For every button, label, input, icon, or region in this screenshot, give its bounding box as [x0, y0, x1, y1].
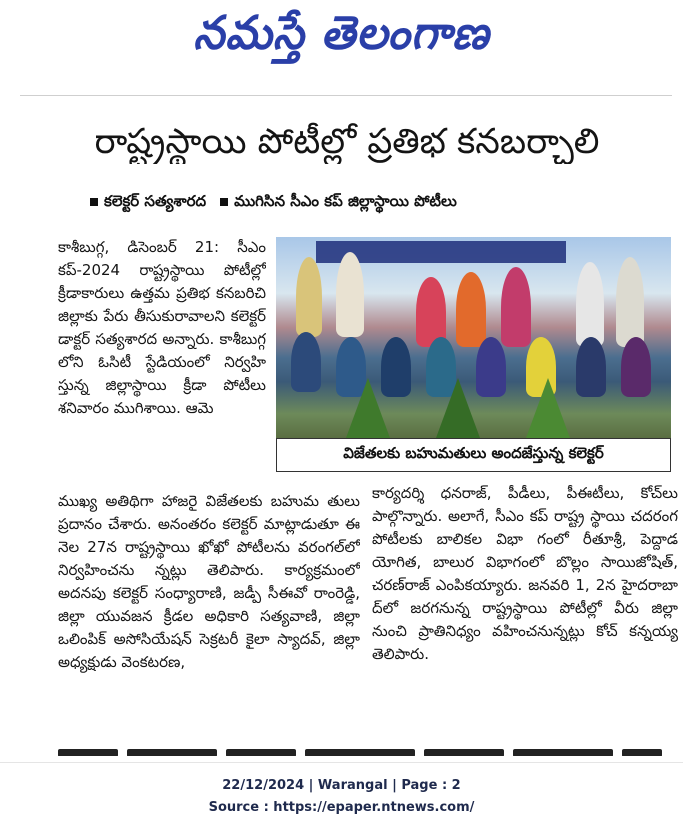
edition-info: 22/12/2024 | Warangal | Page : 2	[222, 778, 461, 793]
photo-figure	[576, 262, 604, 347]
photo-plant	[436, 378, 480, 438]
subhead-item	[90, 192, 206, 214]
photo-figure	[476, 337, 506, 397]
subhead-text: ముగిసిన సీఎం కప్ జిల్లాస్థాయి పోటీలు	[234, 192, 457, 210]
source-link[interactable]: Source : https://epaper.ntnews.com/	[208, 800, 475, 815]
newspaper-logo: నమస్తే తెలంగాణ	[193, 6, 490, 60]
article-paragraph: కార్యదర్శి ధనరాజ్, పీడీలు, పీఈటీలు, కోచ్‌లు పాల్గొన్నారు. అలాగే, సీఎం కప్ రాష్ట్ర స్థాయి చదరంగ పోటీలకు బాలికల విభా గంలో రీతూశ్రీ, పెద్దాడ యోగిత, బాలుర విభాగంలో బొల్లం సాయిజోషిత్, చరణ్‌రాజ్ ఎంపికయ్యారు. జనవరి 1, 2న హైదరాబా ద్‌లో జరగనున్న రాష్ట్రస్థాయి పోటీల్లో వీరు జిల్లా నుంచి ప్రాతినిధ్యం వహించనున్నట్లు కోచ్ కన్నయ్య తెలిపారు.	[372, 484, 678, 663]
article-column-1-continued	[58, 490, 360, 740]
masthead	[0, 8, 683, 70]
next-article-headline-cropped	[58, 742, 672, 756]
photo-caption: విజేతలకు బహుమతులు అందజేస్తున్న కలెక్టర్	[276, 438, 671, 472]
article-paragraph: కాశీబుగ్గ, డిసెంబర్ 21: సీఎం కప్-2024 రాష్ట్రస్థాయి పోటీల్లో క్రీడాకారులు ఉత్తమ ప్రతిభ కనబరిచి జిల్లాకు పేరు తీసుకురావాలని కలెక్టర్ డాక్టర్ సత్యశారద అన్నారు. కాశీబుగ్గ లోని ఓసిటీ స్టేడియంలో నిర్వహి స్తున్న జిల్లాస్థాయి క్రీడా పోటీలు శనివారం ముగిశాయి. ఆమె	[58, 238, 266, 417]
article-column-1	[58, 236, 266, 491]
photo-figure	[501, 267, 531, 347]
article-photo	[276, 237, 671, 438]
bullet-icon	[90, 198, 98, 206]
photo-plant	[346, 378, 390, 438]
article-column-2	[372, 482, 678, 740]
divider	[0, 762, 683, 763]
article-subheads	[90, 191, 650, 215]
photo-plant	[526, 378, 570, 438]
subhead-item	[220, 192, 457, 214]
article-headline: రాష్ట్రస్థాయి పోటీల్లో ప్రతిభ కనబర్చాలి	[94, 122, 600, 162]
photo-figure	[621, 337, 651, 397]
photo-figure	[576, 337, 606, 397]
photo-figure	[296, 257, 322, 337]
photo-figure	[616, 257, 644, 347]
photo-figure	[291, 332, 321, 392]
subhead-text: కలెక్టర్ సత్యశారద	[104, 192, 207, 210]
bullet-icon	[220, 198, 228, 206]
article-paragraph: ముఖ్య అతిథిగా హాజరై విజేతలకు బహుమ తులు ప్రదానం చేశారు. అనంతరం కలెక్టర్ మాట్లాడుతూ ఈ నెల 27న రాష్ట్రస్థాయి ఖోఖో పోటీలను వరంగల్‌లో నిర్వహించను న్నట్లు తెలిపారు. కార్యక్రమంలో అదనపు కలెక్టర్ సంధ్యారాణి, జడ్పీ సీఈవో రాంరెడ్డి, జిల్లా యువజన క్రీడల అధికారి సత్యవాణి, జిల్లా ఒలింపిక్ అసోసియేషన్ సెక్రటరీ కైలా స్యాదవ్, జిల్లా అధ్యక్షుడు వెంకటరణ,	[58, 492, 360, 671]
photo-figure	[336, 252, 364, 337]
divider	[20, 95, 672, 96]
page-footer	[0, 775, 683, 819]
photo-figure	[456, 272, 486, 347]
